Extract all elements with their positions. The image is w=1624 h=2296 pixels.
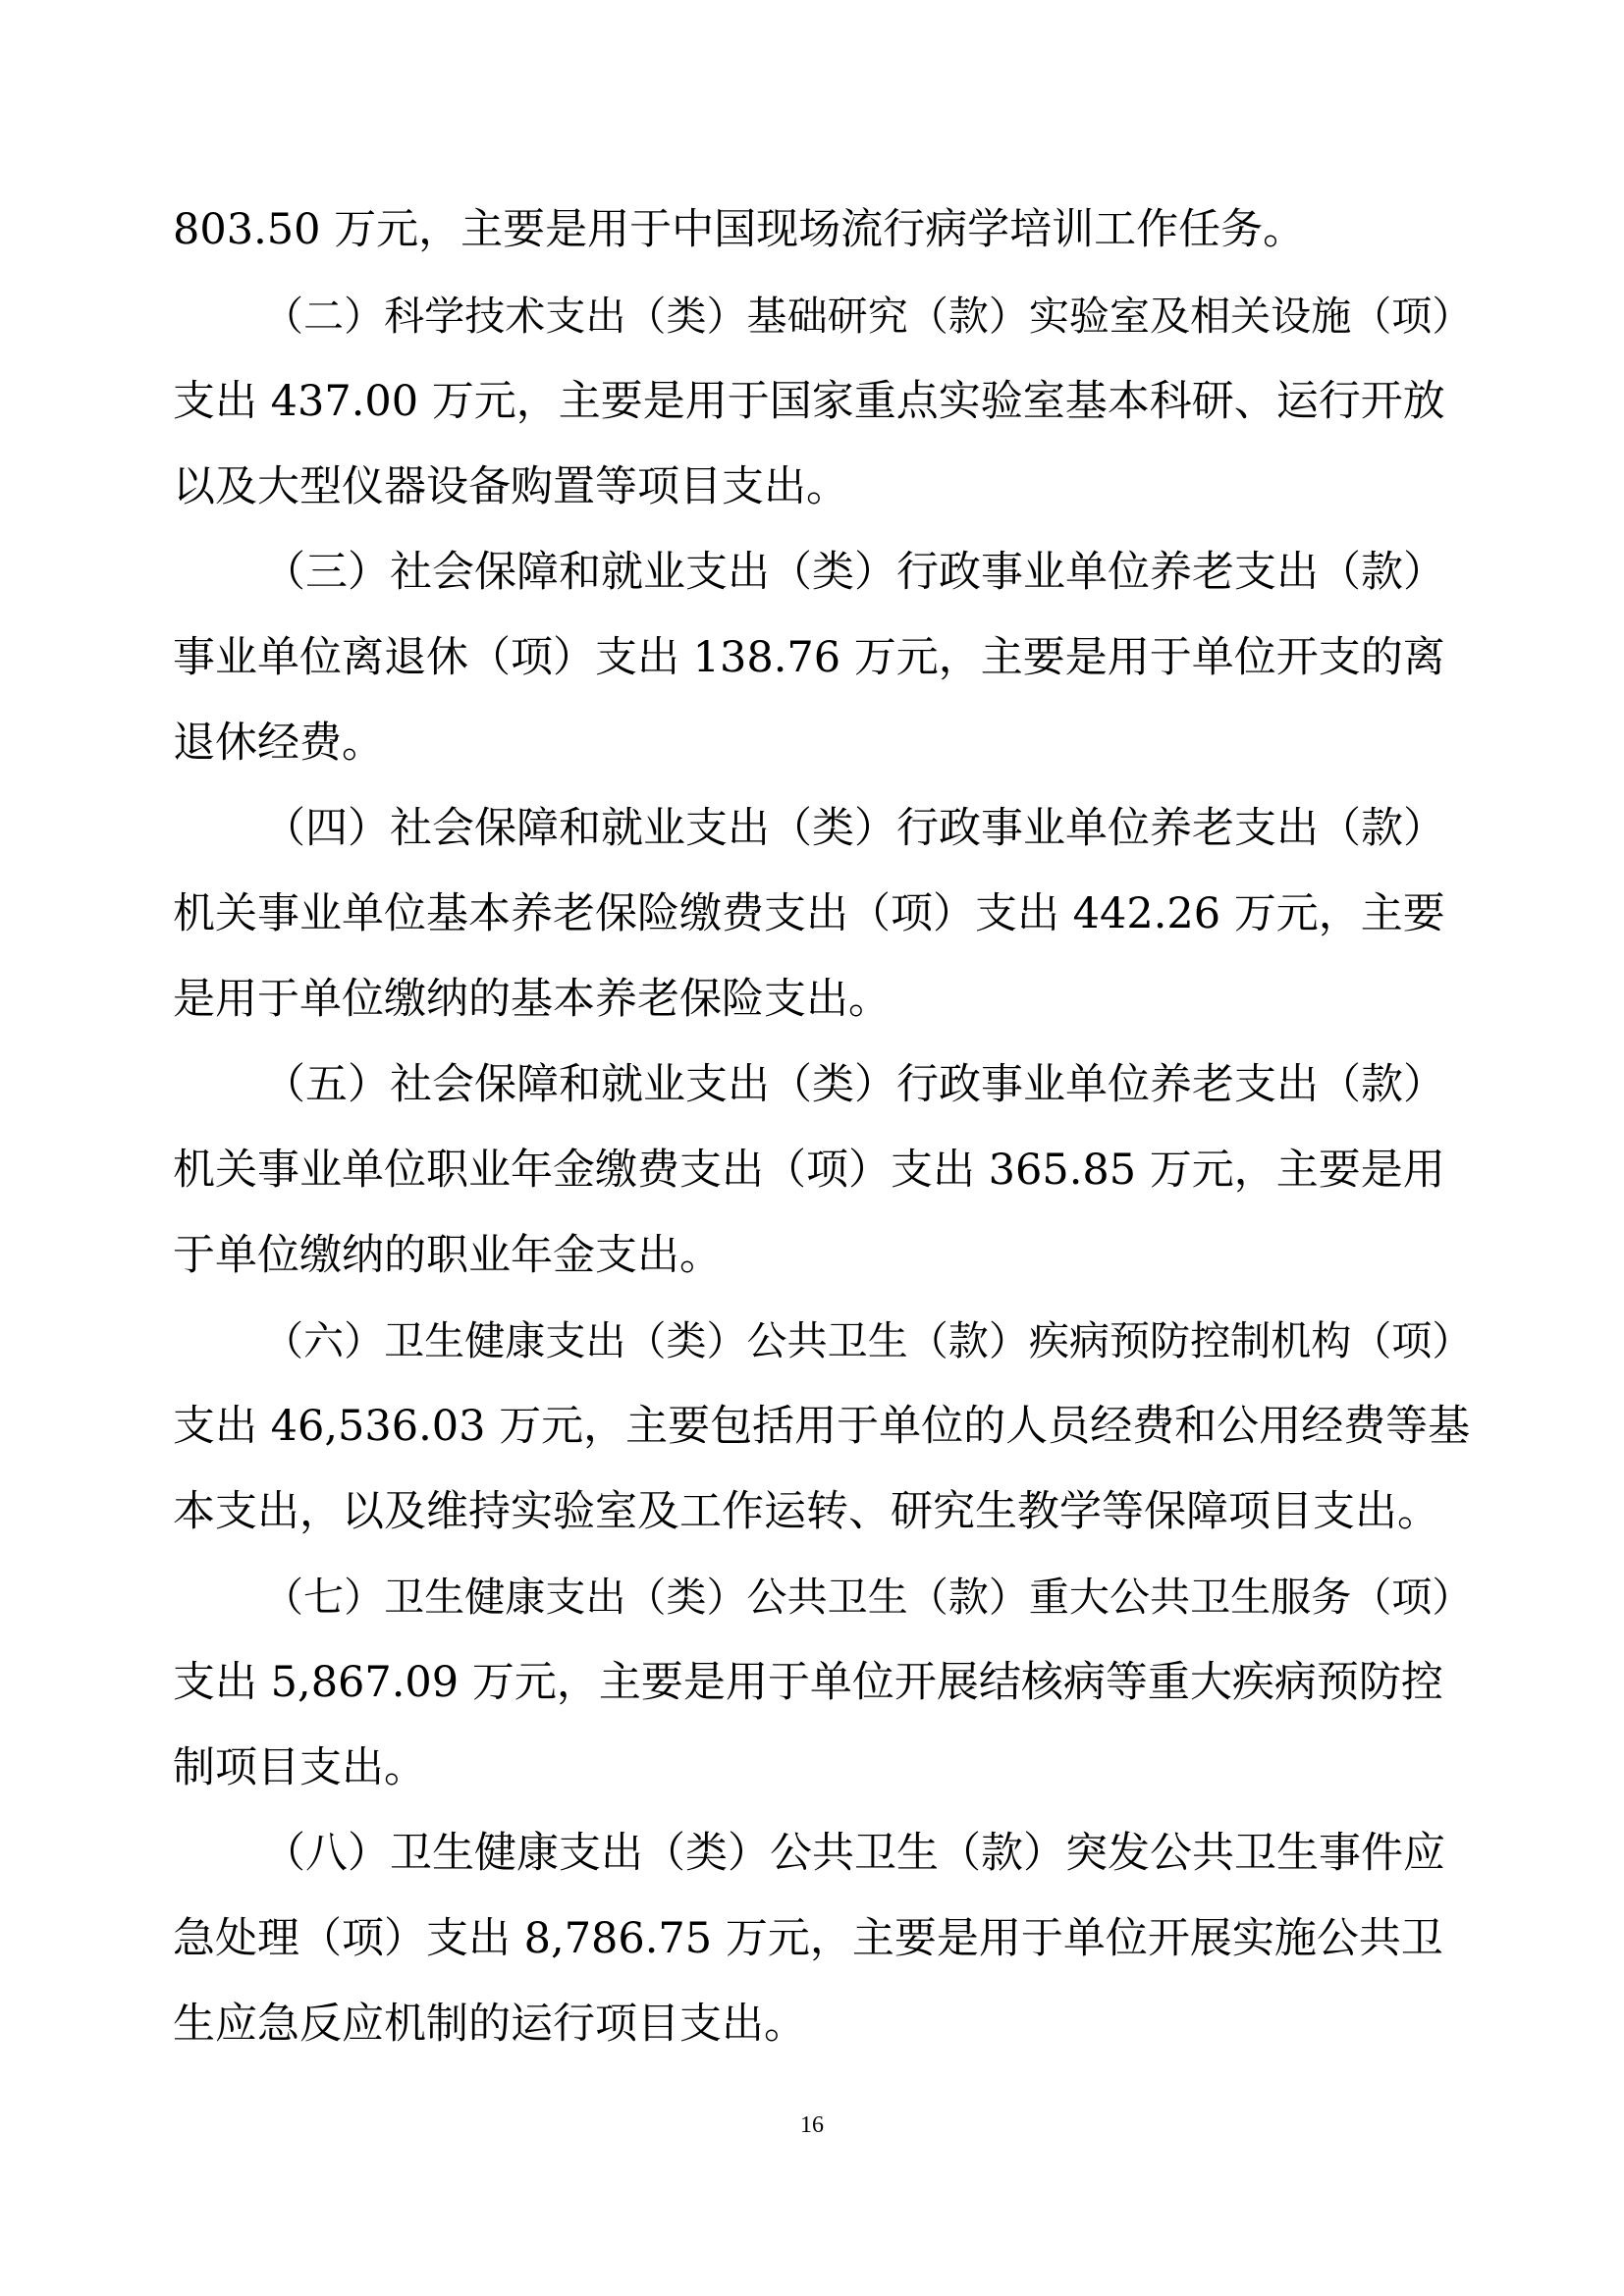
line-text: （四）社会保障和就业支出（类）行政事业单位养老支出（款） — [263, 804, 1445, 853]
line-text: 支出 5,867.09 万元，主要是用于单位开展结核病等重大疾病预防控 — [173, 1658, 1443, 1707]
page-number: 16 — [800, 2112, 824, 2138]
text-line — [0, 1985, 1624, 2063]
line-text: 急处理（项）支出 8,786.75 万元，主要是用于单位开展实施公共卫 — [173, 1914, 1443, 1963]
line-text: 机关事业单位职业年金缴费支出（项）支出 365.85 万元，主要是用 — [173, 1146, 1445, 1195]
text-line — [0, 1216, 1624, 1295]
text-line — [0, 1472, 1624, 1551]
text-line — [0, 1814, 1624, 1893]
line-text: 以及大型仪器设备购置等项目支出。 — [173, 462, 848, 511]
line-text: 是用于单位缴纳的基本养老保险支出。 — [173, 975, 891, 1024]
line-text: 生应急反应机制的运行项目支出。 — [173, 2000, 806, 2049]
line-text: 支出 437.00 万元，主要是用于国家重点实验室基本科研、运行开放 — [173, 377, 1445, 426]
text-line — [0, 618, 1624, 697]
line-text: （六）卫生健康支出（类）公共卫生（款）疾病预防控制机构（项） — [263, 1317, 1473, 1364]
line-text: 机关事业单位基本养老保险缴费支出（项）支出 442.26 万元，主要 — [173, 889, 1445, 938]
text-line — [0, 1558, 1624, 1636]
line-text: （三）社会保障和就业支出（类）行政事业单位养老支出（款） — [263, 548, 1445, 597]
text-line — [0, 1729, 1624, 1807]
text-line — [0, 448, 1624, 526]
text-line — [0, 960, 1624, 1039]
text-line — [0, 1387, 1624, 1466]
text-line — [0, 533, 1624, 612]
text-line — [0, 1045, 1624, 1124]
text-line — [0, 277, 1624, 355]
text-line — [0, 1302, 1624, 1380]
line-text: 退休经费。 — [173, 719, 384, 768]
text-line — [0, 362, 1624, 441]
line-text: 803.50 万元，主要是用于中国现场流行病学培训工作任务。 — [173, 205, 1306, 254]
text-line — [0, 190, 1624, 269]
line-text: 制项目支出。 — [173, 1743, 426, 1792]
text-line — [0, 704, 1624, 782]
text-line — [0, 1131, 1624, 1209]
line-text: （八）卫生健康支出（类）公共卫生（款）突发公共卫生事件应 — [263, 1829, 1445, 1878]
line-text: 于单位缴纳的职业年金支出。 — [173, 1231, 722, 1280]
text-line — [0, 875, 1624, 953]
text-line — [0, 1643, 1624, 1722]
text-line — [0, 789, 1624, 868]
line-text: 支出 46,536.03 万元，主要包括用于单位的人员经费和公用经费等基 — [173, 1402, 1471, 1451]
line-text: 事业单位离退休（项）支出 138.76 万元，主要是用于单位开支的离 — [173, 633, 1445, 682]
line-text: （五）社会保障和就业支出（类）行政事业单位养老支出（款） — [263, 1060, 1445, 1109]
line-text: （二）科学技术支出（类）基础研究（款）实验室及相关设施（项） — [263, 293, 1473, 340]
text-line — [0, 1899, 1624, 1978]
line-text: 本支出，以及维持实验室及工作运转、研究生教学等保障项目支出。 — [173, 1487, 1439, 1536]
line-text: （七）卫生健康支出（类）公共卫生（款）重大公共卫生服务（项） — [263, 1574, 1473, 1621]
